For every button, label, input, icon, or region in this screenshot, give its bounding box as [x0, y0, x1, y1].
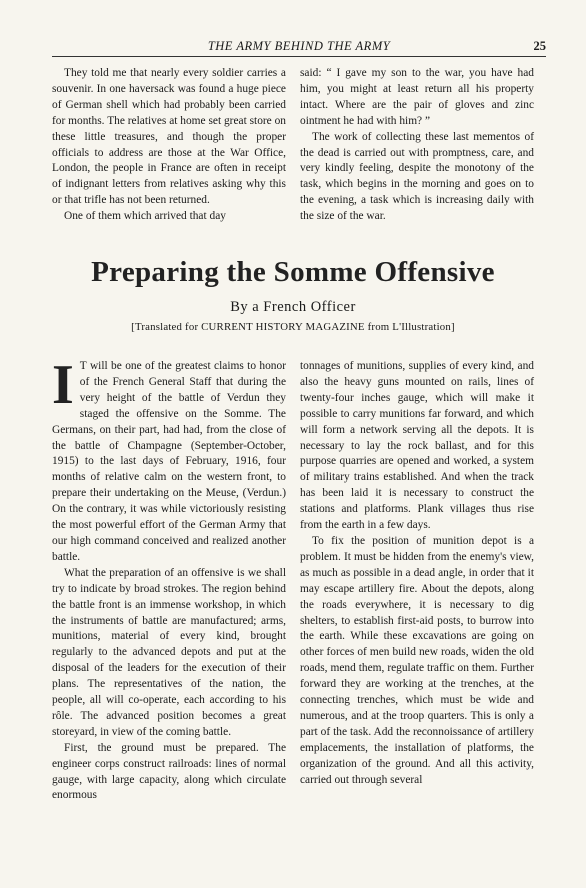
article-title: Preparing the Somme Offensive	[91, 256, 495, 288]
paragraph: One of them which arrived that day	[64, 210, 226, 223]
paragraph: The work of collecting these last mementos of the dead is carried out with promptness, care, and very kindly feeling, despite the monotony of the task, which begins in the morning and goes on to the evening, a task which is increasing daily with the size of the war.	[300, 130, 534, 223]
running-title: THE ARMY BEHIND THE ARMY	[207, 39, 391, 53]
paragraph: said: “ I gave my son to the war, you have had him, you might at least return all his property intact. Where are the pair of gloves and zinc ointment he had with him? ”	[300, 67, 534, 127]
paragraph: First, the ground must be prepared. The engineer corps construct railroads: lines of normal gauge, with large capacity, along which circulate enormous	[52, 741, 286, 802]
paragraph: To fix the position of munition depot is a problem. It must be hidden from the enemy's view, as much as possible in a dead angle, in order that it may escape artillery fire. About the depots, along the roads everywhere, it is necessary to dig shelters, to establish first-aid posts, to burrow into the earth. While these excavations are going on other forces of men build new roads, widen the old roads, mend them, regulate traffic on them. Further forward they are working at the trenches, at the connecting trenches, which must be wide and numerous, and at the troop quarters. This is only a part of the task. Add the reconnoissance of artillery emplacements, the installation of platforms, the organization of the ground. And all this activity, carried out through several	[300, 534, 534, 786]
drop-cap: I	[52, 354, 74, 416]
previous-article-left-column	[52, 66, 286, 225]
page-number: 25	[533, 39, 546, 53]
opening-paragraph	[52, 354, 286, 566]
paragraph: What the preparation of an offensive is we shall try to indicate by broad strokes. The region behind the battle front is an immense workshop, in which the instruments of battle are manufactured; arms, munitions, material of every kind, brought regularly to the advanced depots and put at the disposal of the leaders for the execution of their plans. The representatives of the nation, the people, all will co-operate, each according to his rôle. The advanced position becomes a great storeyard, in view of the coming battle.	[52, 566, 286, 738]
running-header	[52, 40, 546, 57]
article-left-column	[52, 354, 286, 804]
article-byline: By a French Officer	[230, 299, 356, 315]
paragraph: They told me that nearly every soldier carries a souvenir. In one haversack was found a huge piece of German shell which had probably been carried for months. The relatives at home set great store on these little treasures, and though the proper officials to address are those at the War Office, London, the people in France are often in receipt of indignant letters from relatives asking why this or that trifle has not been returned.	[52, 67, 286, 207]
article-right-column	[300, 359, 534, 788]
paragraph-text: T will be one of the greatest claims to honor of the French General Staff that during the very height of the battle of Verdun they staged the offensive on the Somme. The Germans, on their part, had had, from the close of the battle of Champagne (September-October, 1915) to the last days of February, 1916, four months of relative calm on the western front, to prepare their undertaking on the Meuse, (Verdun.) On the contrary, it was while victoriously resisting the most powerful effort of the German Army that our high command conceived and realized another battle.	[52, 360, 286, 563]
previous-article-right-column	[300, 66, 534, 225]
paragraph: tonnages of munitions, supplies of every kind, and also the heavy guns mounted on rails, lines of twenty-four inches gauge, which will make it possible to carry munitions far forward, and which will form a network serving all the depots. It is necessary to lay the rock ballast, and for this purpose quarries are opened and worked, a system of military trains established. And when the track has been laid it is necessary to construct the stations and platforms. Plank villages thus rise from the earth in a few days.	[300, 360, 534, 532]
translation-note: [Translated for CURRENT HISTORY MAGAZINE from L'Illustration]	[131, 321, 455, 333]
